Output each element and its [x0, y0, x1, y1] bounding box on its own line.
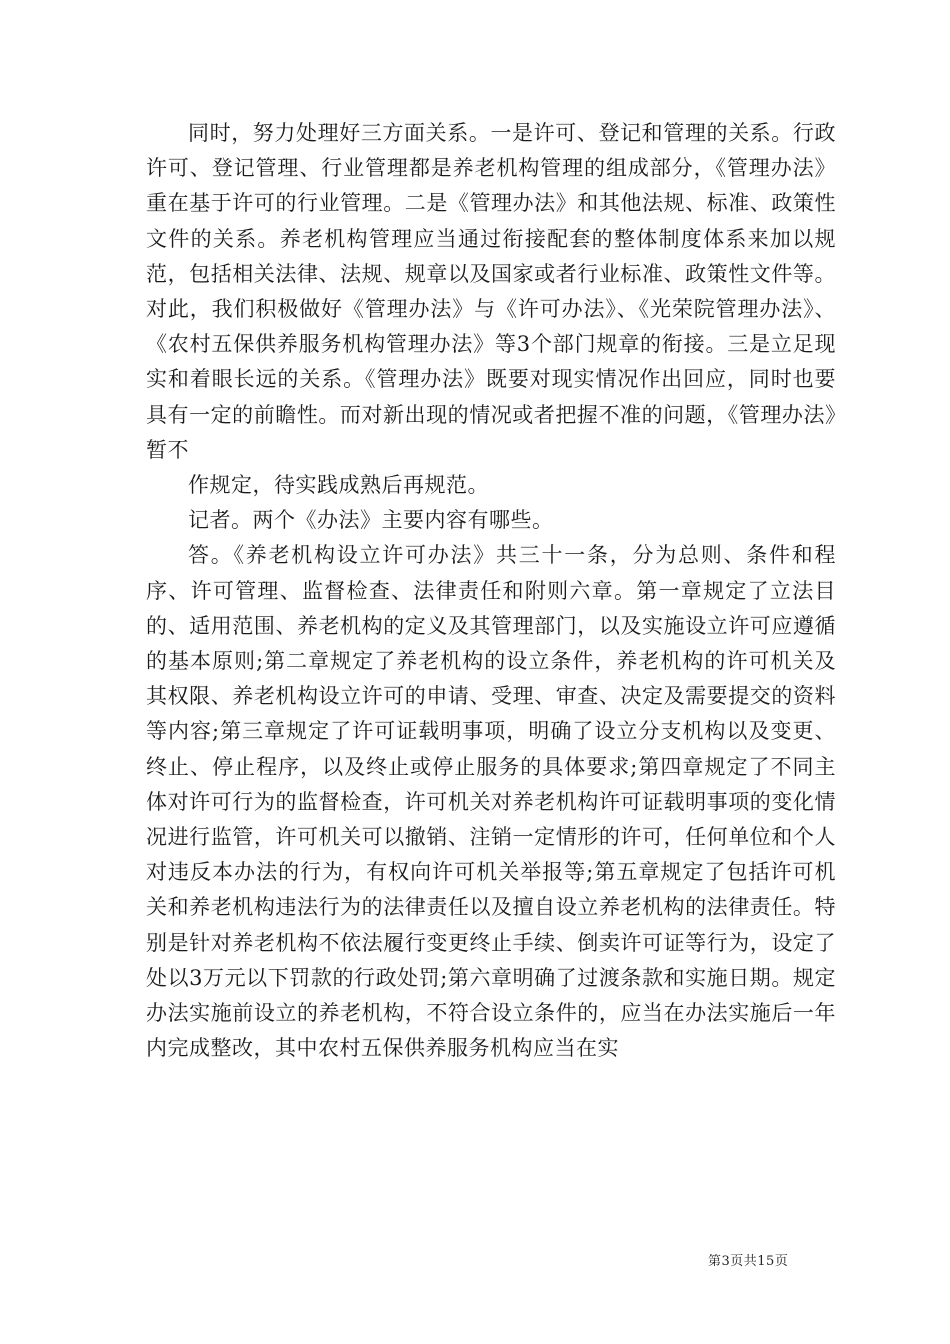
body-text	[146, 116, 836, 1066]
paragraph-continuation: 作规定，待实践成熟后再规范。	[188, 473, 489, 498]
page-number: 第3页共15页	[708, 1254, 789, 1269]
paragraph-relations: 同时，努力处理好三方面关系。一是许可、登记和管理的关系。行政许可、登记管理、行业管理都是养老机构管理的组成部分，《管理办法》重在基于许可的行业管理。二是《管理办法》和其他法规、标准、政策性文件的关系。养老机构管理应当通过衔接配套的整体制度体系来加以规范，包括相关法律、法规、规章以及国家或者行业标准、政策性文件等。对此，我们积极做好《管理办法》与《许可办法》、《光荣院管理办法》、《农村五保供养服务机构管理办法》等3个部门规章的衔接。三是立足现实和着眼长远的关系。《管理办法》既要对现实情况作出回应，同时也要具有一定的前瞻性。而对新出现的情况或者把握不准的问题，《管理办法》暂不	[146, 121, 836, 462]
paragraph-answer: 答。《养老机构设立许可办法》共三十一条，分为总则、条件和程序、许可管理、监督检查、法律责任和附则六章。第一章规定了立法目的、适用范围、养老机构的定义及其管理部门，以及实施设立许可应遵循的基本原则;第二章规定了养老机构的设立条件，养老机构的许可机关及其权限、养老机构设立许可的申请、受理、审查、决定及需要提交的资料等内容;第三章规定了许可证载明事项，明确了设立分支机构以及变更、终止、停止程序，以及终止或停止服务的具体要求;第四章规定了不同主体对许可行为的监督检查，许可机关对养老机构许可证载明事项的变化情况进行监管，许可机关可以撤销、注销一定情形的许可，任何单位和个人对违反本办法的行为，有权向许可机关举报等;第五章规定了包括许可机关和养老机构违法行为的法律责任以及擅自设立养老机构的法律责任。特别是针对养老机构不依法履行变更终止手续、倒卖许可证等行为，设定了处以3万元以下罚款的行政处罚;第六章明确了过渡条款和实施日期。规定办法实施前设立的养老机构，不符合设立条件的，应当在办法实施后一年内完成整改，其中农村五保供养服务机构应当在实	[146, 543, 836, 1061]
paragraph-reporter-question: 记者。两个《办法》主要内容有哪些。	[188, 508, 554, 533]
